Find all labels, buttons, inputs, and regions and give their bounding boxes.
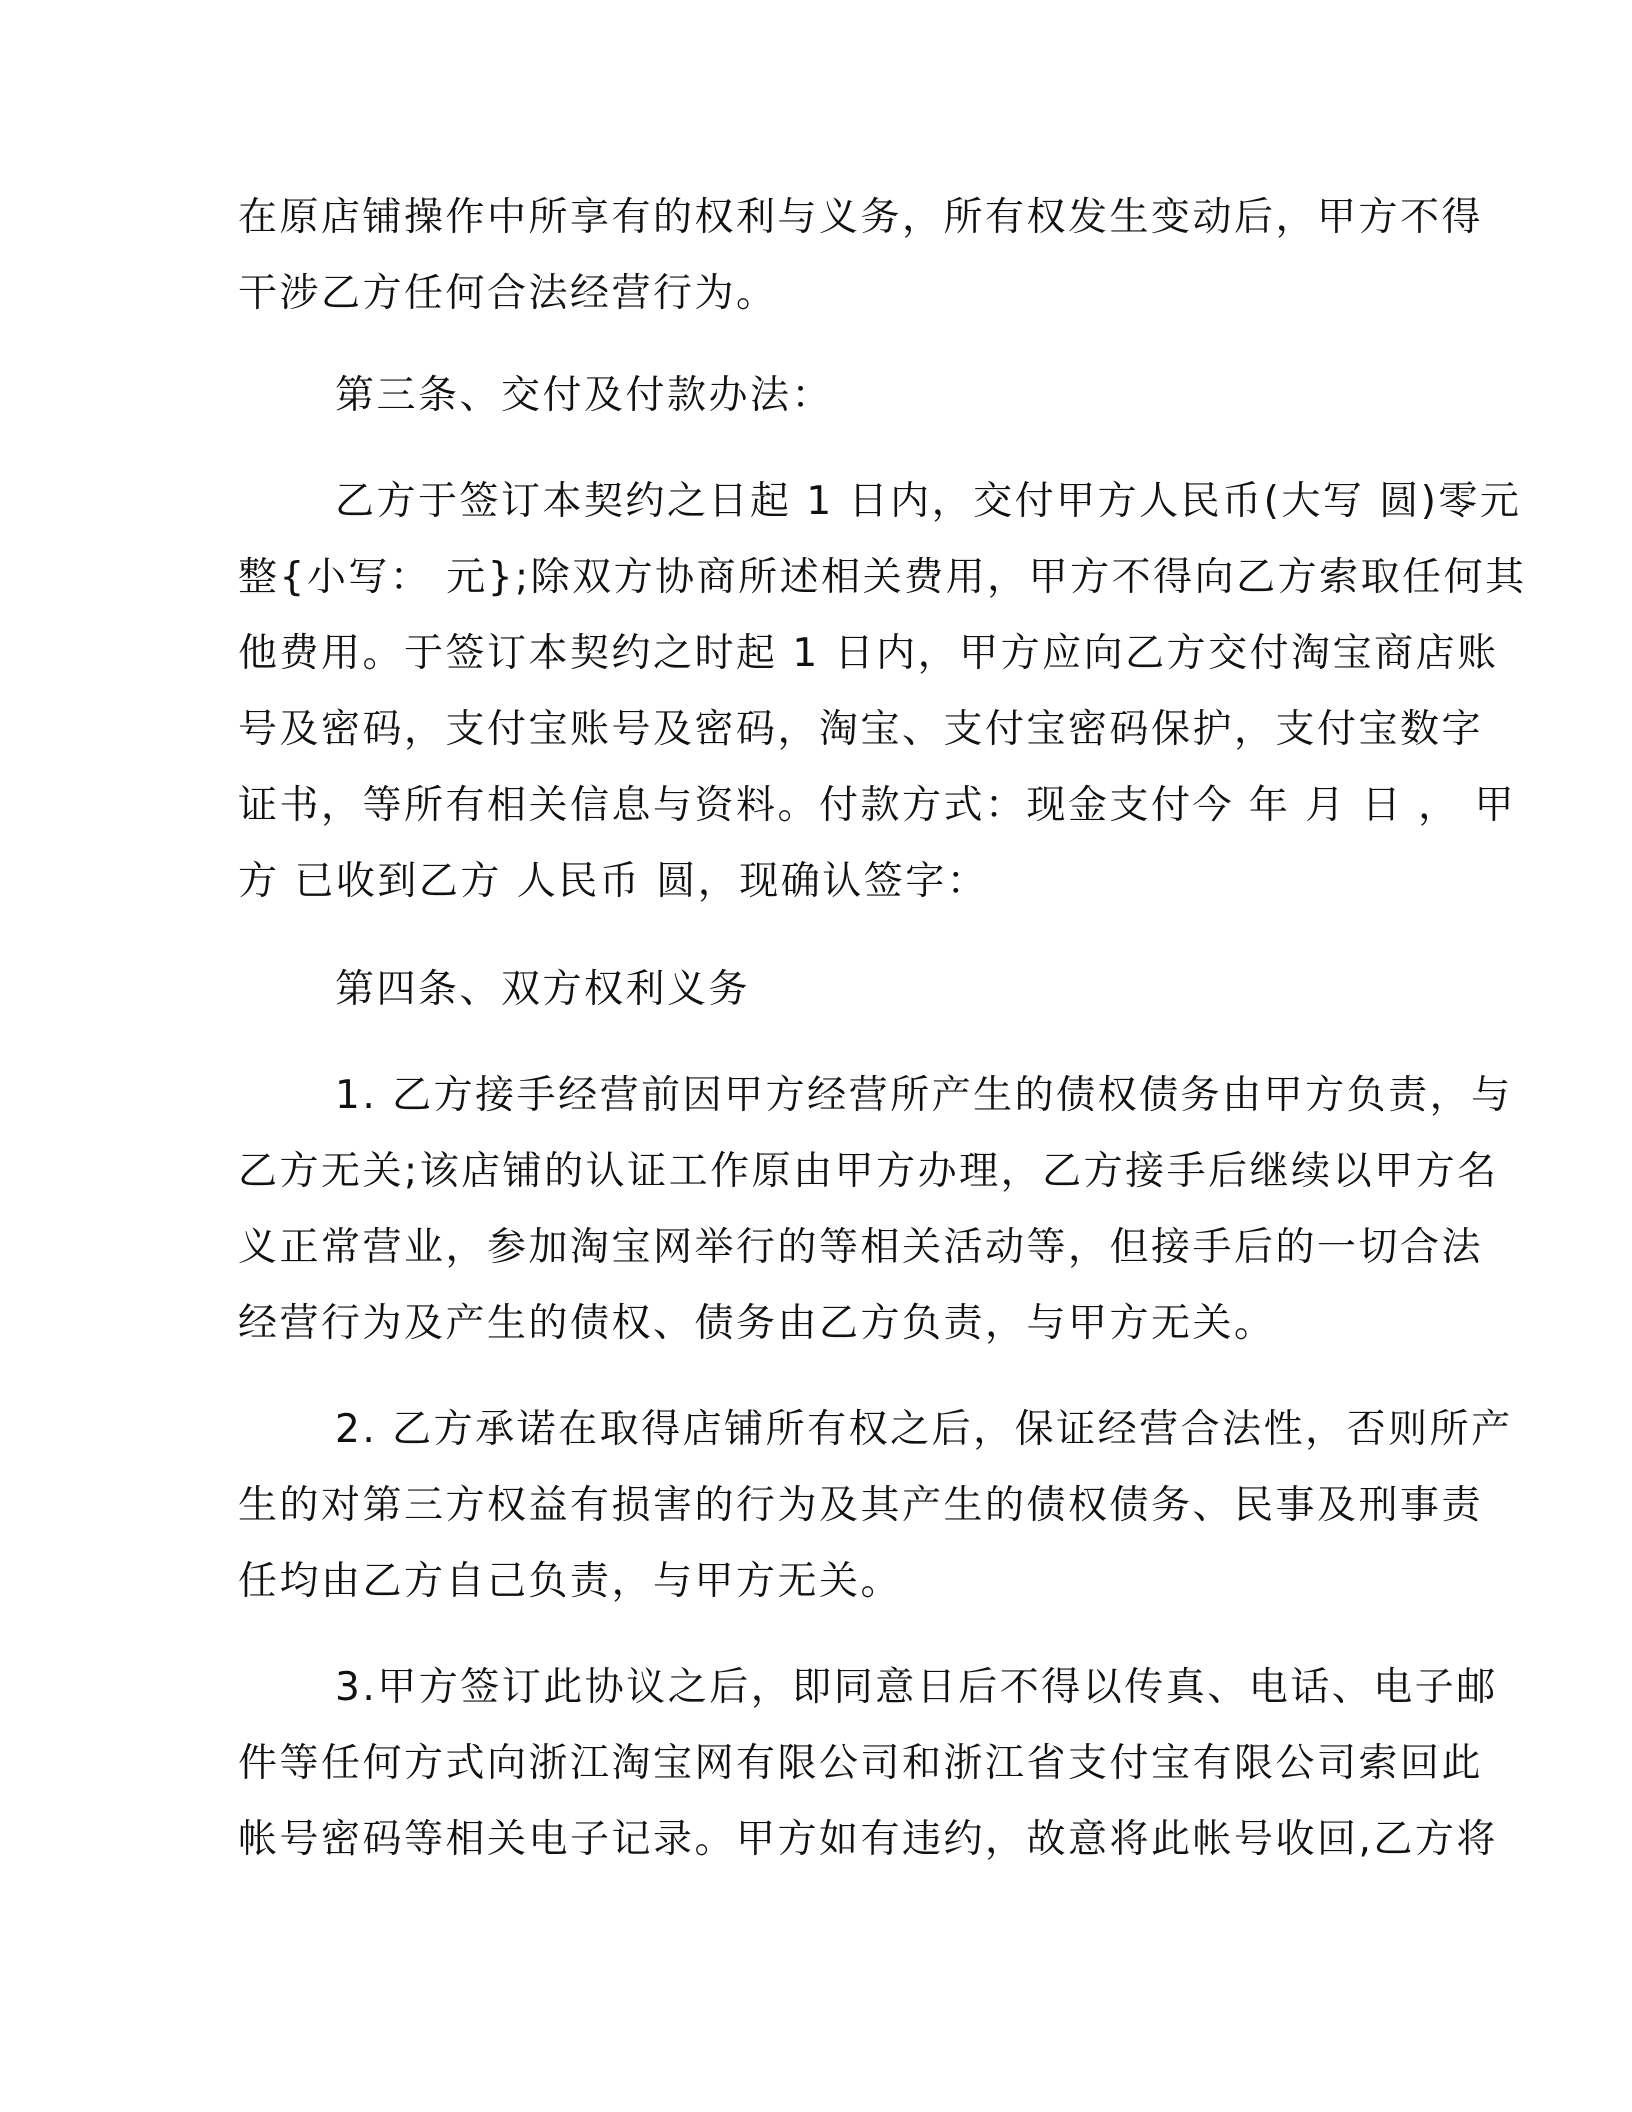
text-line: 经营行为及产生的债权、债务由乙方负责，与甲方无关。 — [238, 1301, 1276, 1346]
text-line: 件等任何方式向浙江淘宝网有限公司和浙江省支付宝有限公司索回此 — [238, 1741, 1484, 1786]
paragraph-payment-terms — [238, 464, 1527, 920]
text-line: 乙方无关;该店铺的认证工作原由甲方办理，乙方接手后继续以甲方名 — [238, 1149, 1499, 1194]
paragraph-rights-obligations-continued — [238, 180, 1484, 332]
list-item-2 — [238, 1392, 1513, 1620]
heading-article-4 — [238, 952, 1398, 1028]
text-line: 号及密码，支付宝账号及密码，淘宝、支付宝密码保护，支付宝数字 — [238, 707, 1484, 752]
text-line: 生的对第三方权益有损害的行为及其产生的债权债务、民事及刑事责 — [238, 1483, 1484, 1528]
text-line: 任均由乙方自己负责，与甲方无关。 — [238, 1559, 903, 1604]
list-item-3 — [238, 1650, 1498, 1878]
text-line: 3.甲方签订此协议之后，即同意日后不得以传真、电话、电子邮 — [335, 1665, 1498, 1710]
section-heading: 第三条、交付及付款办法： — [335, 373, 834, 418]
text-line: 1. 乙方接手经营前因甲方经营所产生的债权债务由甲方负责，与 — [335, 1073, 1513, 1118]
text-line: 整{小写： 元};除双方协商所述相关费用，甲方不得向乙方索取任何其 — [238, 555, 1527, 600]
section-heading: 第四条、双方权利义务 — [335, 967, 751, 1012]
text-line: 他费用。于签订本契约之时起 1 日内，甲方应向乙方交付淘宝商店账 — [238, 631, 1499, 676]
text-line: 2. 乙方承诺在取得店铺所有权之后，保证经营合法性，否则所产 — [335, 1407, 1513, 1452]
text-line: 方 已收到乙方 人民币 圆，现确认签字： — [238, 859, 989, 904]
text-line: 干涉乙方任何合法经营行为。 — [238, 271, 778, 316]
text-line: 帐号密码等相关电子记录。甲方如有违约，故意将此帐号收回,乙方将 — [238, 1817, 1498, 1862]
text-line: 在原店铺操作中所享有的权利与义务，所有权发生变动后，甲方不得 — [238, 195, 1484, 240]
list-item-1 — [238, 1058, 1513, 1362]
heading-article-3 — [238, 358, 1398, 434]
text-line: 义正常营业，参加淘宝网举行的等相关活动等，但接手后的一切合法 — [238, 1225, 1484, 1270]
text-line: 证书，等所有相关信息与资料。付款方式：现金支付今 年 月 日 ， 甲 — [238, 783, 1516, 828]
text-line: 乙方于签订本契约之日起 1 日内，交付甲方人民币(大写 圆)零元 — [335, 479, 1522, 524]
